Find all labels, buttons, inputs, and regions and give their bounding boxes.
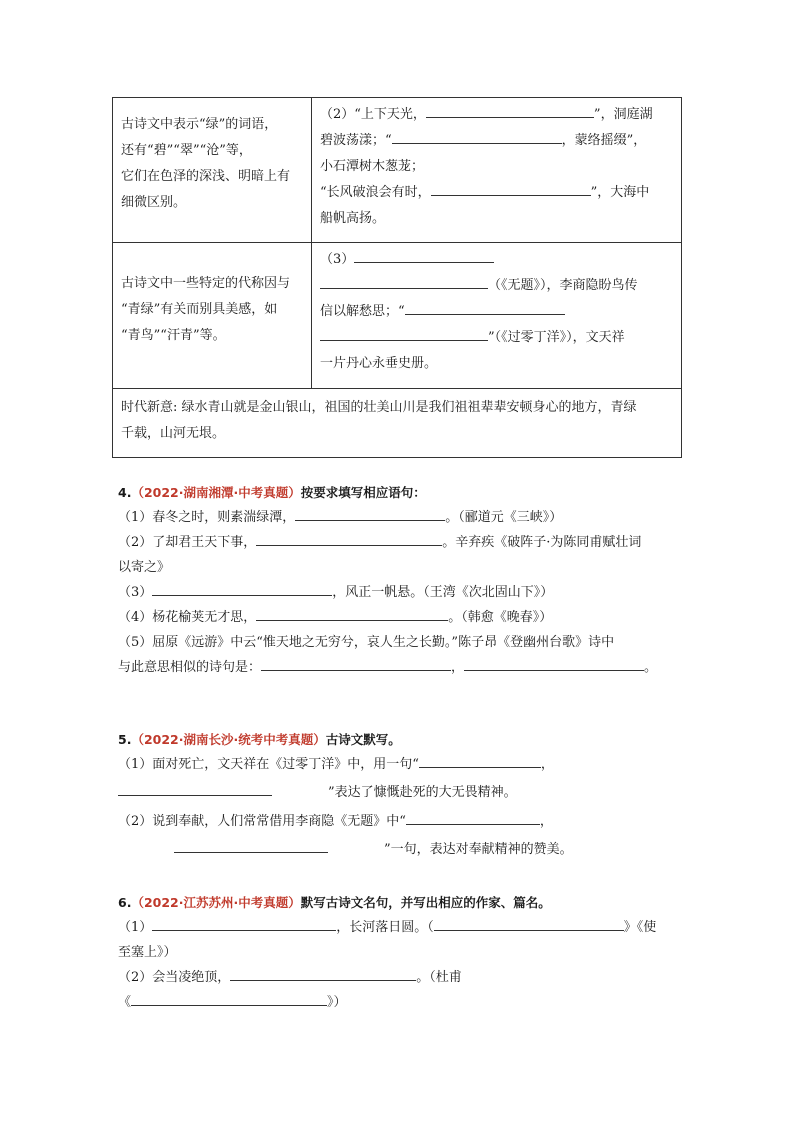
answer-blank[interactable] (174, 838, 328, 853)
question-text: ， (540, 757, 554, 772)
answer-blank[interactable] (354, 248, 494, 263)
question-text: （5）屈原《远游》中云“惟天地之无穷兮，哀人生之长勤。”陈子昂《登幽州台歌》诗中 (118, 635, 615, 650)
cell-text: “青绿”有关而别具美感，如 (121, 302, 278, 317)
question-text: （1）春冬之时，则素湍绿潭， (118, 510, 296, 525)
table-cell-left (113, 98, 312, 243)
question-text: （2）说到奉献，人们常常借用李商隐《无题》中“ (118, 814, 406, 829)
answer-blank[interactable] (152, 581, 332, 596)
question-text: 至塞上》） (118, 945, 177, 960)
question-text: 》） (327, 995, 347, 1010)
cell-text: 还有“碧”“翠”“沧”等， (121, 143, 252, 158)
question-text: ”表达了慷慨赴死的大无畏精神。 (328, 785, 517, 800)
question-text: 》《使 (623, 920, 657, 935)
poetry-table (112, 97, 682, 458)
question-text: （1） (118, 920, 153, 935)
answer-blank[interactable] (392, 129, 562, 144)
answer-blank[interactable] (256, 531, 442, 546)
answer-blank[interactable] (431, 181, 591, 196)
table-cell-right (312, 98, 682, 243)
answer-blank[interactable] (434, 916, 624, 931)
question-source: （2022·湖南长沙·统考中考真题） (131, 732, 326, 747)
question-4 (118, 480, 686, 680)
answer-blank[interactable] (230, 966, 416, 981)
question-text: 。（韩愈《晚春》） (448, 610, 553, 625)
cell-text: （3） (320, 252, 355, 267)
answer-blank[interactable] (405, 300, 565, 315)
cell-text: ”，大海中 (590, 185, 650, 200)
cell-text: ，蒙络摇缀”， (561, 133, 647, 148)
cell-text: 小石潭树木葱茏； (320, 159, 425, 174)
question-number: 4. (118, 485, 132, 500)
question-text: 《 (118, 995, 132, 1010)
table-row (113, 98, 682, 243)
answer-blank[interactable] (426, 103, 594, 118)
answer-blank[interactable] (320, 274, 488, 289)
question-text: （1）面对死亡，文天祥在《过零丁洋》中，用一句“ (118, 757, 419, 772)
question-title: 古诗文默写。 (325, 732, 401, 747)
question-text: 。辛弃疾《破阵子·为陈同甫赋壮词 (442, 535, 642, 550)
question-text: （2）会当凌绝顶， (118, 970, 231, 985)
answer-blank[interactable] (295, 506, 445, 521)
question-text: （2）了却君王天下事， (118, 535, 257, 550)
answer-blank[interactable] (118, 781, 272, 796)
question-text: 与此意思相似的诗句是： (118, 660, 262, 675)
cell-text: ”（《过零丁洋》），文天祥 (488, 330, 625, 345)
answer-blank[interactable] (320, 326, 488, 341)
answer-blank[interactable] (261, 656, 451, 671)
answer-blank[interactable] (152, 916, 336, 931)
cell-text: （2）“上下天光， (320, 107, 426, 122)
cell-text: 一片丹心永垂史册。 (320, 356, 438, 371)
question-text: ， (451, 660, 465, 675)
question-source: （2022·江苏苏州·中考真题） (131, 895, 301, 910)
question-6 (118, 890, 686, 1015)
table-cell-merged (113, 389, 682, 458)
question-number: 5. (118, 732, 132, 747)
cell-text: “长风破浪会有时， (320, 185, 431, 200)
question-text: ，风正一帆悬。（王湾《次北固山下》） (332, 585, 554, 600)
question-title: 按要求填写相应语句： (300, 485, 426, 500)
answer-blank[interactable] (419, 753, 541, 768)
answer-blank[interactable] (256, 606, 448, 621)
table-row (113, 389, 682, 458)
question-5 (118, 727, 686, 866)
cell-text: 千载，山河无垠。 (121, 426, 226, 441)
cell-text: 信以解愁思；“ (320, 304, 405, 319)
question-text: ， (539, 814, 553, 829)
cell-text: 它们在色泽的深浅、明暗上有 (121, 169, 291, 184)
cell-text: 时代新意: 绿水青山就是金山银山，祖国的壮美山川是我们祖祖辈辈安顿身心的地方，青绿 (121, 400, 637, 415)
cell-text: 船帆高扬。 (320, 211, 386, 226)
table-row (113, 243, 682, 389)
cell-text: 碧波荡漾；“ (320, 133, 392, 148)
question-title: 默写古诗文名句，并写出相应的作家、篇名。 (300, 895, 551, 910)
question-text: 。（杜甫 (416, 970, 462, 985)
question-text: 。 (644, 660, 658, 675)
cell-text: （《无题》），李商隐盼鸟传 (488, 278, 638, 293)
question-source: （2022·湖南湘潭·中考真题） (131, 485, 301, 500)
question-text: ”一句，表达对奉献精神的赞美。 (384, 842, 573, 857)
question-text: ，长河落日圆。（ (336, 920, 434, 935)
question-text: 以寄之》 (118, 560, 171, 575)
question-number: 6. (118, 895, 132, 910)
question-text: （4）杨花榆荚无才思， (118, 610, 257, 625)
answer-blank[interactable] (131, 991, 327, 1006)
table-cell-left (113, 243, 312, 389)
answer-blank[interactable] (406, 810, 540, 825)
table-cell-right (312, 243, 682, 389)
question-text: 。（郦道元《三峡》） (445, 510, 563, 525)
answer-blank[interactable] (464, 656, 644, 671)
cell-text: 细微区别。 (121, 195, 187, 210)
cell-text: “青鸟”“汗青”等。 (121, 328, 226, 343)
cell-text: 古诗文中一些特定的代称因与 (121, 276, 291, 291)
cell-text: 古诗文中表示“绿”的词语， (121, 117, 278, 132)
question-text: （3） (118, 585, 153, 600)
cell-text: ”，洞庭湖 (593, 107, 653, 122)
